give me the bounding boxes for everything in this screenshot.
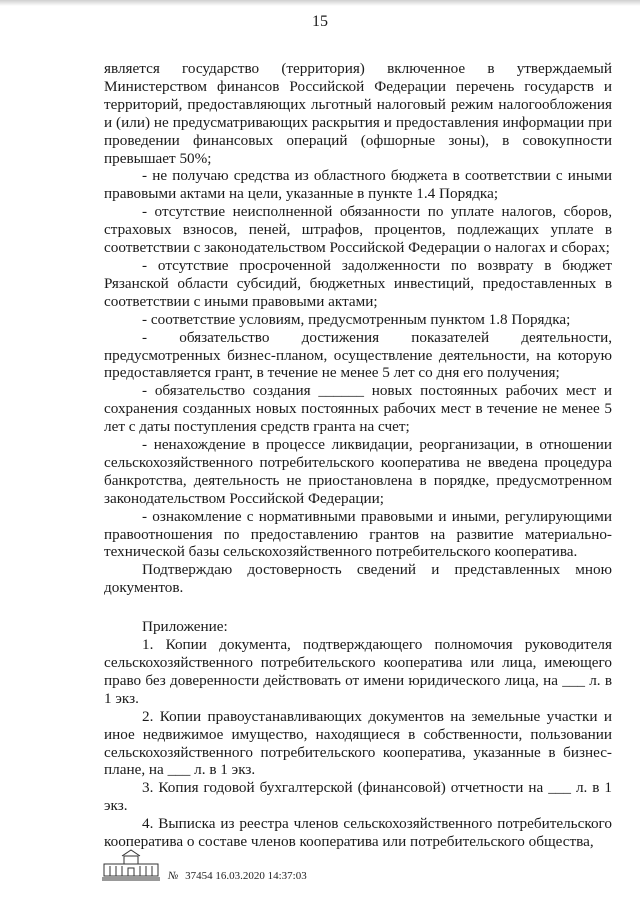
document-datetime: 16.03.2020 14:37:03 xyxy=(215,870,307,882)
number-sign: № xyxy=(168,870,179,882)
paragraph-overdue-debt: - отсутствие просроченной задолженности по возврату в бюджет Рязанской области субсидий, бюджетных инвестиций, предоставленных в соответствии с иными правовыми актами; xyxy=(104,256,612,310)
paragraph-tax-obligations: - отсутствие неисполненной обязанности по уплате налогов, сборов, страховых взносов, пеней, штрафов, процентов, подлежащих уплате в соответствии с законодательством Российской Федерации о налогах и сборах; xyxy=(104,203,612,257)
paragraph-indicators-obligation: - обязательство достижения показателей деятельности, предусмотренных бизнес-планом, осуществление деятельности, на которую предоставляется грант, в течение не менее 5 лет со дня его получения; xyxy=(104,328,612,382)
appendix-heading: Приложение: xyxy=(142,618,228,636)
paragraph-jobs-obligation: - обязательство создания ______ новых постоянных рабочих мест и сохранения созданных новых постоянных рабочих мест в течение не менее 5 лет с даты поступления средств гранта на счет; xyxy=(104,382,612,436)
paragraph-confirmation: Подтверждаю достоверность сведений и представленных мною документов. xyxy=(104,561,612,597)
document-registration-stamp xyxy=(168,870,307,882)
paragraph-conditions: - соответствие условиям, предусмотренным пунктом 1.8 Порядка; xyxy=(142,310,571,328)
document-body xyxy=(104,60,612,851)
appendix-item-3: 3. Копия годовой бухгалтерской (финансовой) отчетности на ___ л. в 1 экз. xyxy=(104,779,612,815)
appendix-item-4: 4. Выписка из реестра членов сельскохозяйственного потребительского кооператива о составе членов кооператива или потребительского общества, xyxy=(104,815,612,851)
paragraph-acquaintance: - ознакомление с нормативными правовыми и иными, регулирующими правоотношения по предоставлению грантов на развитие материально-технической базы сельскохозяйственного потребительского кооператива. xyxy=(104,507,612,561)
paragraph-continuation: является государство (территория) включенное в утверждаемый Министерством финансов Российской Федерации перечень государств и территорий, предоставляющих льготный налоговый режим налогообложения и (или) не предусматривающих раскрытия и предоставления информации при проведении финансовых операций (офшорные зоны), в совокупности превышает 50%; xyxy=(104,60,612,167)
building-stamp-icon xyxy=(100,848,162,882)
scan-top-edge xyxy=(0,0,640,6)
paragraph-liquidation: - ненахождение в процессе ликвидации, реорганизации, в отношении сельскохозяйственного потребительского кооператива не введена процедура банкротства, деятельность не приостановлена в порядке, предусмотренном законодательством Российской Федерации; xyxy=(104,436,612,507)
appendix-item-1: 1. Копии документа, подтверждающего полномочия руководителя сельскохозяйственного потребительского кооператива или лица, имеющего право без доверенности действовать от имени юридического лица, на ___ л. в 1 экз. xyxy=(104,636,612,707)
appendix-item-2: 2. Копии правоустанавливающих документов на земельные участки и иное недвижимое имущество, находящиеся в собственности, пользовании сельскохозяйственного потребительского кооператива, указанные в бизнес-плане, на ___ л. в 1 экз. xyxy=(104,707,612,779)
document-number: 37454 xyxy=(185,870,213,882)
page-number: 15 xyxy=(312,13,328,30)
paragraph-regional-budget: - не получаю средства из областного бюджета в соответствии с иными правовыми актами на цели, указанные в пункте 1.4 Порядка; xyxy=(104,167,612,203)
